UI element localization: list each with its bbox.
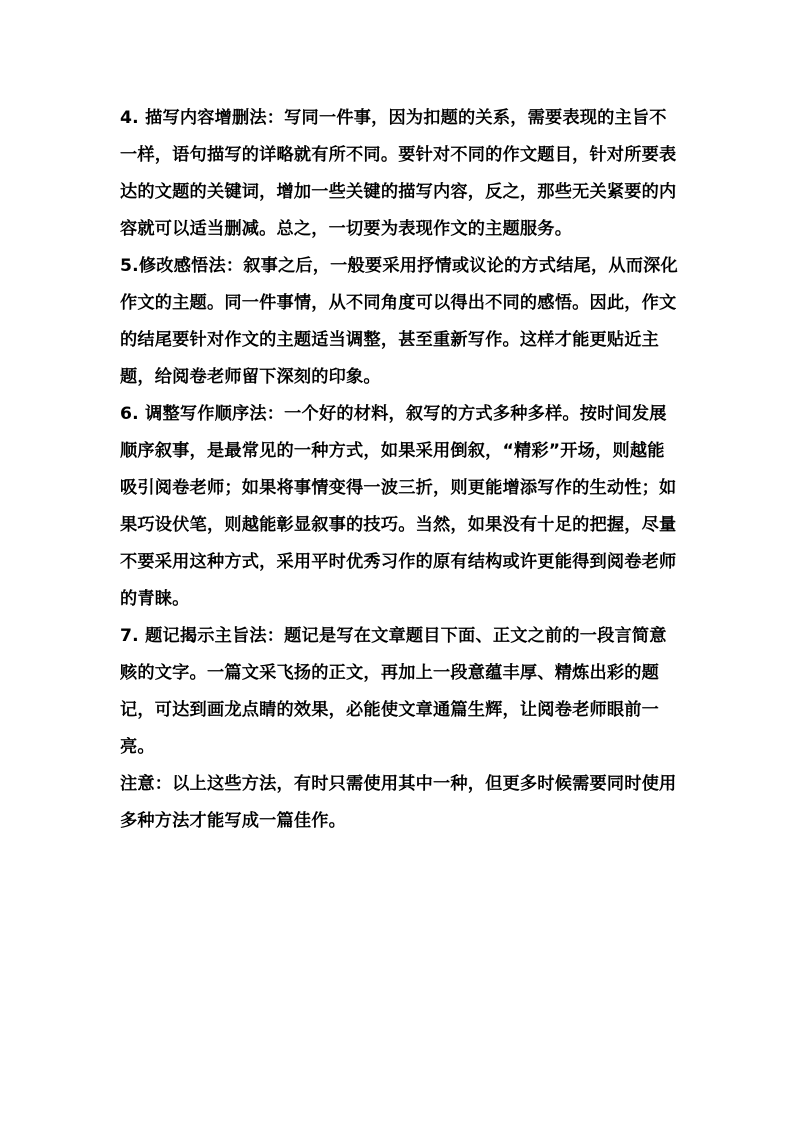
paragraph-method-7: 7. 题记揭示主旨法：题记是写在文章题目下面、正文之前的一段言简意赅的文字。一篇文采飞扬的正文，再加上一段意蕴丰厚、精炼出彩的题记，可达到画龙点睛的效果，必能使文章通篇生辉，让阅卷老师眼前一亮。 (120, 626, 667, 757)
paragraph-method-6: 6. 调整写作顺序法：一个好的材料，叙写的方式多种多样。按时间发展顺序叙事，是最常见的一种方式，如果采用倒叙，“精彩”开场，则越能吸引阅卷老师；如果将事情变得一波三折，则更能增添写作的生动性；如果巧设伏笔，则越能彰显叙事的技巧。当然，如果没有十足的把握，尽量不要采用这种方式，采用平时优秀习作的原有结构或许更能得到阅卷老师的青睐。 (120, 404, 677, 609)
paragraph-note: 注意：以上这些方法，有时只需使用其中一种，但更多时候需要同时使用多种方法才能写成一篇佳作。 (120, 774, 677, 831)
document-page (120, 100, 680, 840)
paragraph-method-5: 5.修改感悟法：叙事之后，一般要采用抒情或议论的方式结尾，从而深化作文的主题。同一件事情，从不同角度可以得出不同的感悟。因此，作文的结尾要针对作文的主题适当调整，甚至重新写作。这样才能更贴近主题，给阅卷老师留下深刻的印象。 (120, 256, 678, 387)
paragraph-method-4: 4. 描写内容增删法：写同一件事，因为扣题的关系，需要表现的主旨不一样，语句描写的详略就有所不同。要针对不同的作文题目，针对所要表达的文题的关键词，增加一些关键的描写内容，反之，那些无关紧要的内容就可以适当删减。总之，一切要为表现作文的主题服务。 (120, 108, 677, 239)
